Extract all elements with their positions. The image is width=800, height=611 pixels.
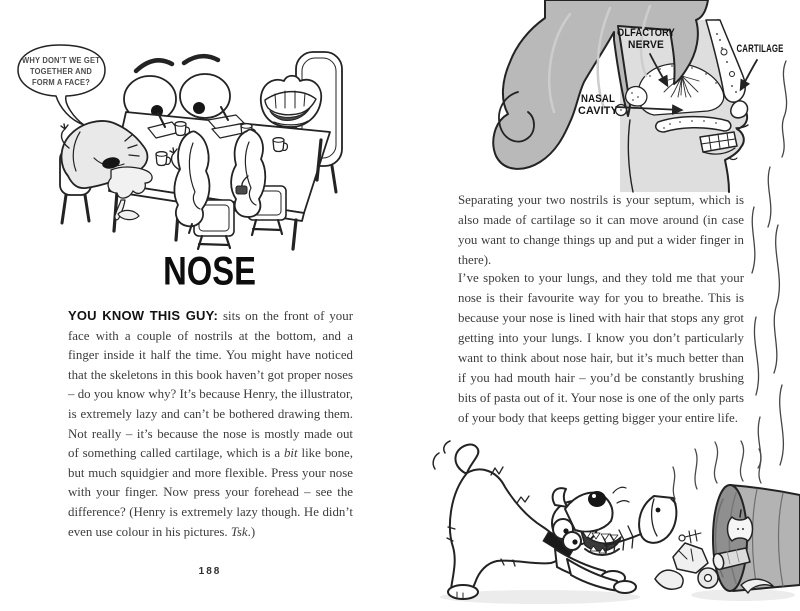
speech-bubble-line: FORM A FACE?: [32, 77, 90, 87]
label-nasal-cavity: CAVITY: [578, 105, 619, 117]
tail-wag-lines: [433, 441, 450, 469]
dog-eye: [563, 532, 581, 550]
dog-garbage-cartoon: [405, 437, 800, 611]
right-paragraph-2: I’ve spoken to your lungs, and they told me that your nose is their favourite way for you to breathe. This is because your nose is lined with hair that stops any grot getting into your lungs. I know you don’t particularly want to think about nose hair, but it’s much better than if you had mouth hair – you’d be constantly brushing bits of pasta out of it. Your nose is one of the only parts of your body that keeps getting bigger your entire life.: [458, 271, 744, 425]
apple-core-icon: [728, 517, 753, 541]
speech-bubble-line: WHY DON’T WE GET: [22, 55, 101, 65]
eyebrows-icon: [136, 56, 218, 71]
dog-character: [433, 441, 636, 599]
label-nasal-cavity: NASAL: [581, 93, 616, 105]
right-paragraph-1: Separating your two nostrils is your septum, which is also made of cartilage so it can move around (in case you want to change things up and put a wider finger in there).: [458, 193, 744, 267]
sniff-lines: [613, 487, 629, 503]
label-cartilage: CARTILAGE: [736, 43, 784, 55]
garbage-can: [713, 485, 800, 591]
chapter-title: [20, 248, 400, 293]
dog-nose-icon: [588, 491, 606, 507]
chapter-title-text: NOSE: [163, 248, 257, 293]
dog-tail: [455, 445, 478, 473]
speech-bubble-line: TOGETHER AND: [30, 66, 92, 76]
stink-lines: [742, 55, 800, 470]
left-body-text: YOU KNOW THIS GUY: sits on the front of your face with a couple of nostrils at the bottom, and a finger inside it half the time. You might have noticed that the skeletons in this book haven’t got proper noses – do you know why? It’s because Henry, the illustrator, is extremely lazy and can’t be bothered drawing them. Not really – it’s because the nose is mostly made out of something called cartilage, which is a bit like bone, but much squidgier and more flexible. Press your nose with your finger. Now press your forehead – see the difference? (Henry is extremely lazy though. He didn’t even use colour in his pictures. Tsk.): [68, 308, 353, 539]
page-number: 188: [198, 566, 222, 577]
label-olfactory-nerve: OLFACTORY: [617, 27, 676, 39]
face-parts-cartoon: [8, 8, 400, 253]
label-olfactory-nerve: NERVE: [628, 39, 664, 51]
dog-ear: [553, 488, 568, 507]
speech-bubble: [18, 45, 105, 125]
